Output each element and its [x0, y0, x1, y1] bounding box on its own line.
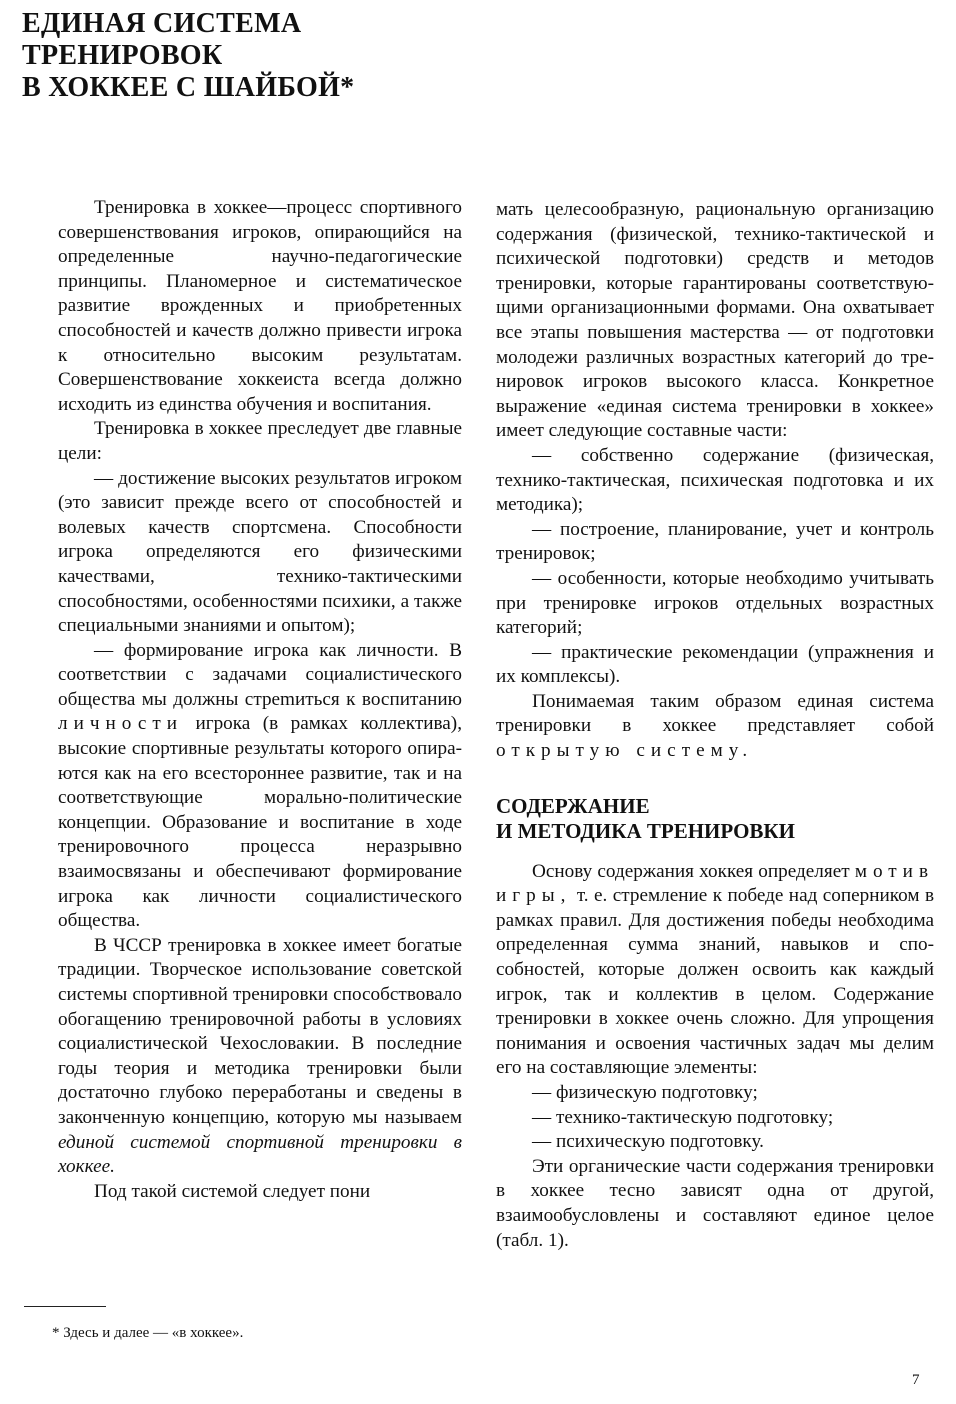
text-run: Основу содержания хоккея определяет [532, 860, 850, 882]
paragraph: Тренировка в хоккее—процесс спортивного совершенствования игроков, опирающийся на определенные научно-педагогические принципы. Планомерное и систематическое развитие врожденных и приобретенных способностей и качеств должно привести игрока к относительно высоким результатам. Совершенствование хоккеиста всегда должно исходить из единства обучения и воспитания. [58, 197, 462, 415]
page-title [22, 8, 354, 104]
title-line-2: ТРЕНИРОВОК [22, 40, 223, 71]
italic-emphasis: единой системой спортивной тренировки в хоккее. [58, 1131, 462, 1178]
footnote: * Здесь и далее — «в хоккее». [52, 1325, 244, 1341]
spaced-emphasis: мотив игры, [496, 860, 935, 907]
page-number: 7 [912, 1372, 920, 1388]
spaced-emphasis: открытую систему. [496, 740, 754, 762]
paragraph: — практические рекомендации (упражнения и их комплексы). [496, 641, 934, 688]
text-run: В ЧССР тренировка в хоккее имеет богатые традиции. Творческое использование советской системы спортивной тренировки способствовало обогащению тренировочной работы в условиях социалистической Чехословакии. В последние годы теория и методика тренировки были достаточно глубоко переработаны и сведены в законченную концепцию, которую мы называем [58, 934, 462, 1128]
paragraph: Под такой системой следует пони [94, 1180, 371, 1202]
section-title-line-2: И МЕТОДИКА ТРЕНИРОВКИ [496, 818, 795, 843]
title-line-3: В ХОККЕЕ С ШАЙБОЙ* [22, 72, 355, 103]
text-run: игрока (в рамках коллектива), высокие спортивные результаты которого опираются как на его всестороннее развитие, так и на соответствующие морально-политические концепции. Образование и воспитание в ходе тренировочного процесса неразрывно взаимосвязаны и обеспечивают формирование игрока как личности социалистического общества. [58, 713, 462, 932]
paragraph: мать целесообразную, рациональную организацию содержания (физической, технико-тактической и психической подготовки) средств и методов тренировки, которые гарантированы соответствующими организационными формами. Она охватывает все этапы повышения мастерства — от подготовки молодежи различных возрастных категорий до тренировок игроков высокого класса. Конкретное выражение «единая система тренировки в хоккее» имеет следующие составные части: [496, 199, 934, 442]
paragraph [58, 934, 462, 1180]
paragraph: — особенности, которые необходимо учитывать при тренировке игроков отдельных возрастных категорий; [496, 567, 934, 639]
spaced-emphasis: личности [58, 713, 184, 735]
text-run: — формирование игрока как личности. В соответствии с задачами социалистического общества мы должны стреmиться к воспитанию [58, 639, 462, 710]
section-title-line-1: СОДЕРЖАНИЕ [496, 793, 650, 818]
list-item: — психическую подготовку. [532, 1131, 764, 1153]
paragraph [496, 690, 934, 764]
paragraph: — собственно содержание (физическая, технико-тактическая, психическая подготовка и их методика); [496, 444, 934, 516]
right-column [496, 198, 934, 1253]
title-line-1: ЕДИНАЯ СИСТЕМА [22, 8, 302, 39]
paragraph: Эти органические части содержания тренировки в хоккее тесно зависят одна от другой, взаимообусловлены и составляют единое целое (табл. 1). [496, 1155, 934, 1251]
paragraph [58, 639, 462, 934]
footnote-divider [24, 1306, 106, 1307]
paragraph: Тренировка в хоккее преследует две главные цели: [58, 418, 462, 464]
paragraph: — достижение высоких результатов игроком (это зависит прежде всего от способностей и волевых качеств спортсмена. Способности игрока определяются его физическими качествами, технико-тактическими способностями, особенностями психики, а также специальными знаниями и опытом); [58, 467, 462, 637]
paragraph [496, 860, 934, 1081]
paragraph: — построение, планирование, учет и контроль тренировок; [496, 518, 934, 565]
list-item: — физическую подготовку; [532, 1082, 758, 1103]
list-item: — технико-тактическую подготовку; [532, 1106, 834, 1128]
text-run: т. е. стремление к победе над соперником в рамках правил. Для достижения победы необходима определенная сумма знаний, навыков и способностей, которые должен освоить как каждый игрок, так и коллектив в целом. Содержание тренировки в хоккее очень сложно. Для упрощения понимания и освоения частичных задач мы делим его на составляющие элементы: [496, 885, 935, 1079]
left-column [58, 196, 462, 1204]
text-run: Понимаемая таким образом единая система тренировки в хоккее представляет собой [496, 690, 934, 737]
section-title [496, 794, 934, 844]
